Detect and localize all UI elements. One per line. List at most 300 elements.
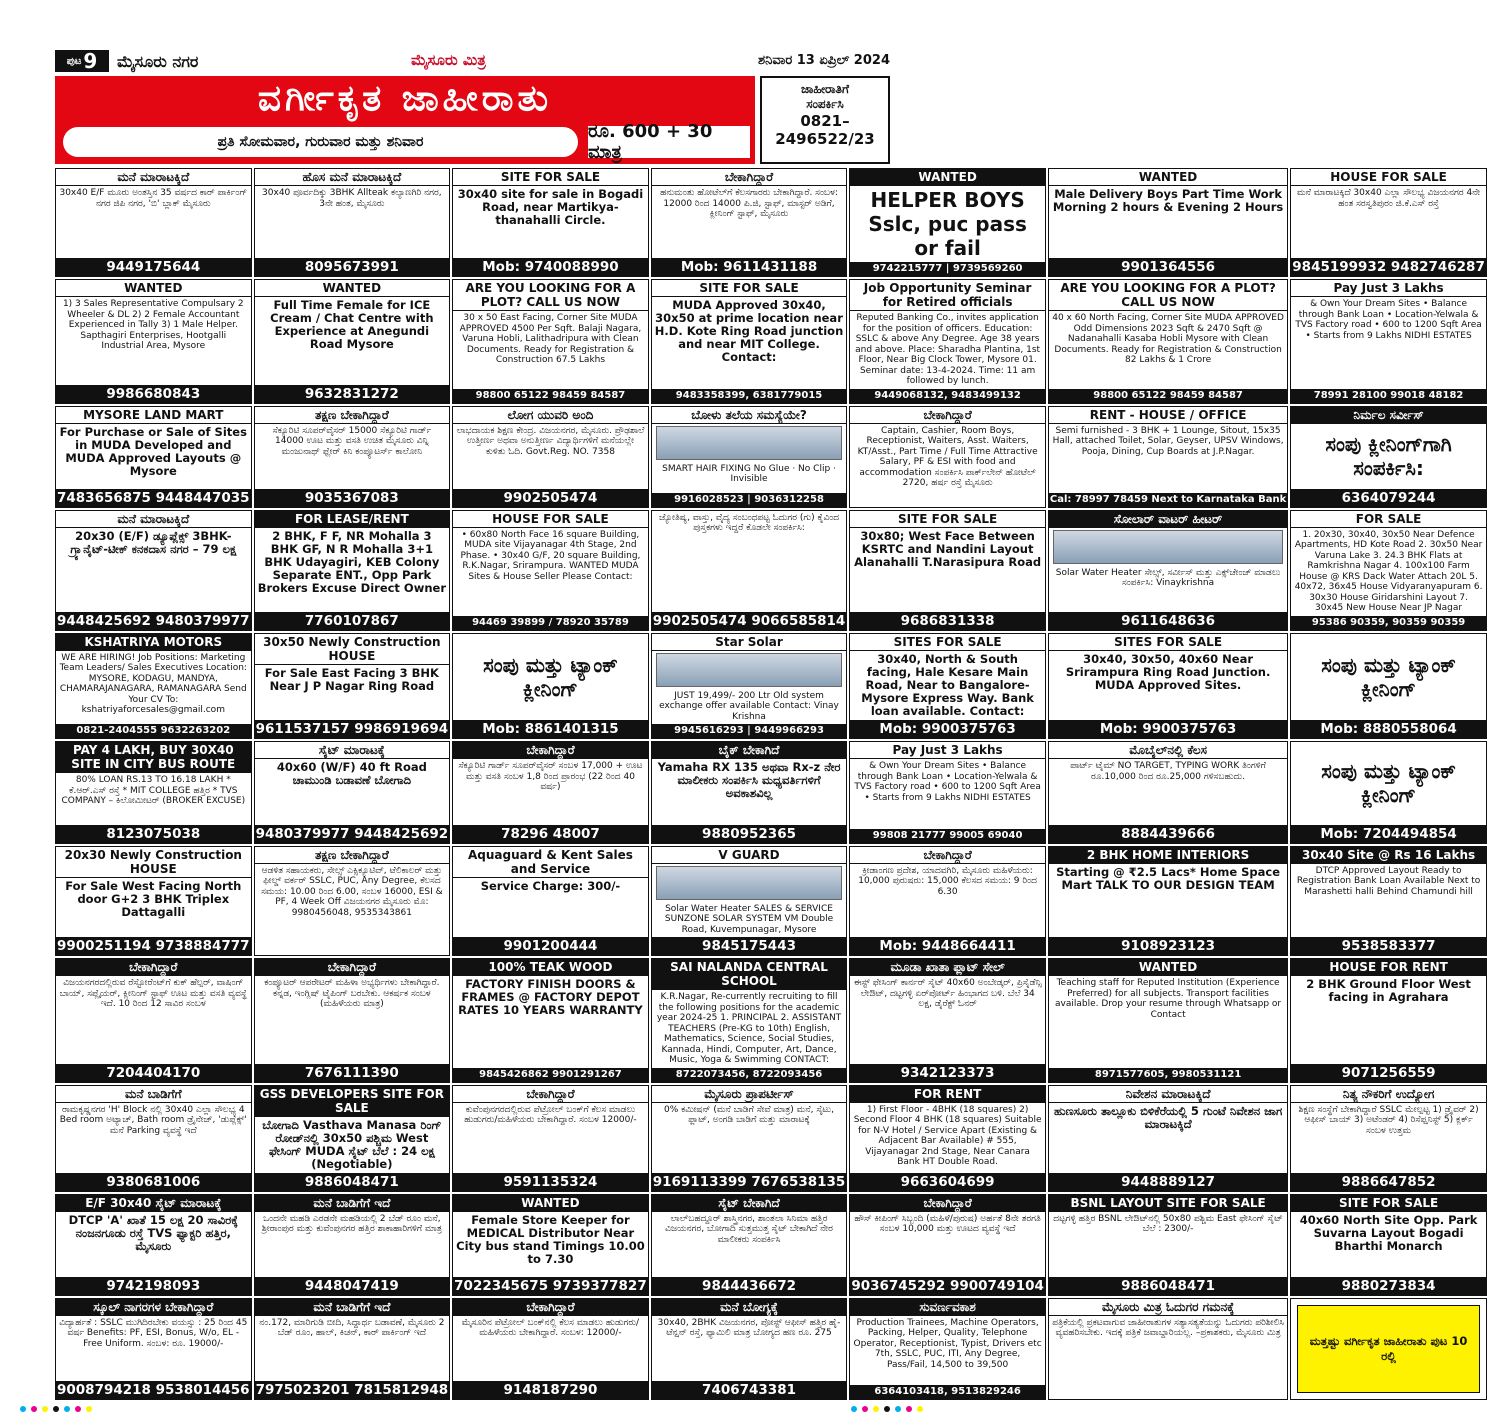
- ad-photo: [656, 426, 843, 460]
- ad-heading: RENT - HOUSE / OFFICE: [1049, 407, 1287, 424]
- ad-phone: 8095673991: [255, 258, 450, 276]
- page-label: ಪುಟ: [66, 55, 82, 67]
- ad-heading: ಬೋಳು ತಲೆಯ ಸಮಸ್ಯೆಯೇ?: [652, 407, 847, 424]
- ad-body: ನಂ.172, ಮಾರಿಗುಡಿ ಬೀದಿ, ಸಿದ್ದಾರ್ಥ ಬಡಾವಣೆ, ಮೈಸೂರು 2 ಬೆಡ್ ರೂಂ, ಹಾಲ್, ಕಿಚನ್, ಕಾರ್ ಪಾರ್ಕಿಂಗ್ ಇದೆ: [259, 1317, 445, 1339]
- ad-heading: ನಿತ್ಯ ನೌಕರಿಗೆ ಉದ್ಯೋಗ: [1291, 1086, 1486, 1103]
- ad-heading: ಮೈಸೂರು ಮಿತ್ರ ಓದುಗರ ಗಮನಕ್ಕೆ: [1049, 1299, 1287, 1316]
- ad-phone: Mob: 9740088990: [453, 258, 648, 276]
- ad-heading: ಮನೆ ಬಾಡಿಗೆಗೆ ಇದೆ: [255, 1299, 450, 1316]
- ad-body: ಸಂಪು ಮತ್ತು ಟ್ಯಾಂಕ್ ಕ್ಲೀನಿಂಗ್: [1321, 759, 1456, 808]
- ad-body: Starting @ ₹2.5 Lacs* Home Space Mart TALK TO OUR DESIGN TEAM: [1056, 864, 1281, 892]
- ad-phone: 9611537157 9986919694: [255, 721, 449, 738]
- ad-body: Full Time Female for ICE Cream / Chat Centre with Experience at Anegundi Road Mysore: [270, 298, 434, 351]
- ad-phone: 9449068132, 9483499132: [850, 389, 1045, 403]
- ad-heading: ತಕ್ಷಣ ಬೇಕಾಗಿದ್ದಾರೆ: [255, 407, 450, 424]
- registration-dot: [20, 1406, 26, 1412]
- classified-ad: [849, 958, 1046, 1083]
- ad-body: 20x30 (E/F) ಡ್ಯೂಪ್ಲೆಕ್ಸ್ 3BHK- ಗ್ರ್ಯಾನೈಟ್-ಟೀಕ್ ಕನಕದಾಸ ನಗರ – 79 ಲಕ್ಷ: [70, 528, 237, 556]
- ad-heading: Pay Just 3 Lakhs: [1291, 280, 1486, 297]
- ad-phone: 95386 90359, 90359 90359: [1291, 616, 1486, 630]
- ad-body: ಲಾಲ್‌ಬಹದ್ದೂರ್ ಶಾಸ್ತ್ರಿನಗರ, ಶಾಂತಲಾ ಸಿನಿಮಾ ಹತ್ತಿರ ವಿಜಯನಗರ, ಬೋಗಾದಿ ಸುತ್ತಮುತ್ತ ಸೈಟ್ ಬೇಕಾಗಿದೆ ನೇರ ಮಾಲೀಕರು ಸಂಪರ್ಕಿಸಿ: [665, 1213, 833, 1245]
- ad-body: ಲಾಭದಾಯಕ ಶಿಕ್ಷಣ ಕೇಂದ್ರ. ವಿಜಯನಗರ, ಮೈಸೂರು. ಪ್ರೌಢಶಾಲೆ ಉತ್ತೀರ್ಣ ಅಥವಾ ಅನುತ್ತೀರ್ಣ ವಿದ್ಯಾರ್ಥಿಗಳಿಗೆ ಮನೆಯಲ್ಲೇ ಕುಳಿತು ಓದಿ. Govt.Reg. NO. 7358: [456, 425, 645, 457]
- ad-heading: Pay Just 3 Lakhs: [850, 742, 1045, 759]
- ad-phone: 9902505474: [453, 489, 648, 507]
- ad-phone: 9169113399 7676538135: [652, 1173, 846, 1190]
- ad-body: ಕ್ರೀಡಾಂಗಣ ಪ್ರದೇಶ, ಯಾದವಗಿರಿ, ಮೈಸೂರು ಮಹಿಳೆಯರು: 10,000 ಪುರುಷರು: 15,000 ಕೆಲಸದ ಸಮಯ: 9 ರಿಂದ 6.30: [858, 865, 1037, 897]
- ad-phone: 8123075038: [56, 825, 251, 843]
- classified-ad: [1290, 1085, 1487, 1192]
- ad-heading: ARE YOU LOOKING FOR A PLOT? CALL US NOW: [1049, 280, 1287, 311]
- ad-body: JUST 19,499/- 200 Ltr Old system exchange offer available Contact: Vinay Krishna: [659, 690, 839, 722]
- ad-heading: ಬೇಕಾಗಿದ್ದಾರೆ: [850, 847, 1045, 864]
- classified-ad: [1048, 168, 1288, 277]
- ad-heading: SITES FOR SALE: [850, 634, 1045, 651]
- ad-phone: 9901200444: [453, 937, 648, 955]
- ad-body: ಹೌಸ್ ಕೀಪಿಂಗ್ ಸಿಬ್ಬಂದಿ (ಮಹಿಳೆ/ಪುರುಷ) ಅರ್ಹತೆ 8ನೇ ತರಗತಿ ಸಂಬಳ 10,000 ಮತ್ತು ಊಟದ ವ್ಯವಸ್ಥೆ ಇದೆ: [854, 1213, 1041, 1234]
- classified-ad: [254, 1298, 451, 1400]
- ad-body: 30x40, North & South facing, Hale Kesare Main Road, Near to Bangalore-Mysore Express Way. Bank loan available. Contact:: [861, 651, 1034, 718]
- ad-phone: 8884439666: [1049, 825, 1287, 843]
- ad-heading: ತಕ್ಷಣ ಬೇಕಾಗಿದ್ದಾರೆ: [255, 847, 450, 864]
- ad-heading: Job Opportunity Seminar for Retired officials: [850, 280, 1045, 311]
- ad-heading: 100% TEAK WOOD: [453, 959, 648, 976]
- ad-contact-box: [760, 76, 890, 164]
- ad-body: ಕಂಪ್ಯೂಟರ್ ಆಪರೇಟರ್ ಮಹಿಳಾ ಅಭ್ಯರ್ಥಿಗಳು ಬೇಕಾಗಿದ್ದಾರೆ. ಕನ್ನಡ, ಇಂಗ್ಲಿಷ್ ಟೈಪಿಂಗ್ ಬರಬೇಕು. ಆಕರ್ಷಕ ಸಂಬಳ (ಮಹಿಳೆಯರು ಮಾತ್ರ): [264, 978, 440, 1009]
- newspaper-masthead: ಮೈಸೂರು ಮಿತ್ರ: [411, 51, 486, 69]
- ad-phone: 7483656875 9448447035: [57, 489, 250, 506]
- classified-ad: [452, 168, 649, 277]
- ad-heading: ಹೊಸ ಮನೆ ಮಾರಾಟಕ್ಕಿದೆ: [255, 169, 450, 186]
- classified-ad: [452, 846, 649, 957]
- ad-body: Teaching staff for Reputed Institution (Experience Preferred) for all subjects. Transport facilities available. Drop your resume through Whatsapp or Contact: [1055, 978, 1282, 1020]
- ad-heading: ಸೋಲಾರ್ ವಾಟರ್ ಹೀಟರ್: [1049, 511, 1287, 528]
- ad-body: Solar Water Heater ಸೇಲ್ಸ್, ಸರ್ವೀಸ್ ಮತ್ತು ಎಕ್ಸ್‌ಚೇಂಜ್ ಮಾಡಲು ಸಂಪರ್ಕಿಸಿ: Vinaykrishna: [1055, 567, 1281, 589]
- ad-phone: 9108923123: [1049, 937, 1287, 955]
- classified-ad: [651, 846, 848, 957]
- ad-phone: 9686831338: [850, 612, 1045, 630]
- registration-dot: [53, 1406, 59, 1412]
- registration-dot: [862, 1406, 868, 1412]
- classified-ad: [452, 279, 649, 404]
- registration-dot: [851, 1406, 857, 1412]
- classified-ad: [452, 633, 649, 740]
- ad-body: For Purchase or Sale of Sites in MUDA Developed and MUDA Approved Layouts @ Mysore: [59, 424, 247, 478]
- classified-ad: [452, 1194, 649, 1296]
- registration-dot: [884, 1406, 890, 1412]
- ad-heading: V GUARD: [652, 847, 847, 864]
- classified-ad: [1048, 510, 1288, 631]
- ad-phone: Mob: 8880558064: [1291, 720, 1486, 738]
- ad-phone: 9845175443: [652, 937, 847, 955]
- ad-body: Male Delivery Boys Part Time Work Morning 2 hours & Evening 2 Hours: [1052, 187, 1284, 214]
- contact-line-1: ಜಾಹೀರಾತಿಗೆ: [801, 82, 849, 96]
- ad-phone: 9342123373: [850, 1064, 1045, 1082]
- ad-phone: 9036745292 9900749104: [851, 1277, 1044, 1294]
- registration-dot: [86, 1406, 92, 1412]
- ad-body: ಸೆಕ್ಯೂರಿಟಿ ಗಾರ್ಡ್ ಸೂಪರ್‌ವೈಸರ್ ಸಂಬಳ 17,000 + ಊಟ ಮತ್ತು ವಸತಿ ಸಂಬಳ 1,8 ರಿಂದ ಪ್ರಾರಂಭ (22 ರಿಂದ 40 ವರ್ಷ): [458, 761, 643, 793]
- ad-heading: 2 BHK HOME INTERIORS: [1049, 847, 1287, 864]
- ad-heading: ಬೇಕಾಗಿದ್ದಾರೆ: [453, 1299, 648, 1316]
- ad-body: ವಿಜಯನಗರದಲ್ಲಿರುವ ರೆಸ್ಟೋರೆಂಟ್‌ಗೆ ಕುಕ್ ಹೆಲ್ಪರ್, ವಾಷಿಂಗ್ ಬಾಯ್, ಸಪ್ಲೈಯರ್, ಕ್ಲೀನಿಂಗ್ ಸ್ಟಾಫ್ ಊಟ ಮತ್ತು ವಸತಿ ವ್ಯವಸ್ಥೆ ಇದೆ. 10 ರಿಂದ 12 ಸಾವಿರ ಸಂಬಳ: [59, 978, 247, 1009]
- ad-body: 40 x 60 North Facing, Corner Site MUDA APPROVED Odd Dimensions 2023 Sqft & 2470 Sqft @ Nadanahalli Kasaba Hobli Mysore with Clean Documents. Ready for Registration & Construction 82 Lakhs & 1 Crore: [1052, 313, 1284, 365]
- ad-body: ಈಸ್ಟ್ ಫೇಸಿಂಗ್ ಕಾರ್ನರ್ ಸೈಟ್ 40x60 ಅಂಬೇಡ್ಕರ್, ಪ್ರಿಸೈಡೆನ್ಸಿ ಲೇಔಟ್, ದಟ್ಟಗಳ್ಳಿ ಏರ್‌ಪೋರ್ಟ್ ಹಿಂಭಾಗದ ಬಳಿ. ಬೆಲೆ 34 ಲಕ್ಷ, ಡೈರೆಕ್ಟ್ ಓನರ್: [853, 978, 1042, 1009]
- ad-heading: ARE YOU LOOKING FOR A PLOT? CALL US NOW: [453, 280, 648, 311]
- ad-heading: 30x40 Site @ Rs 16 Lakhs: [1291, 847, 1486, 864]
- ad-heading: ಮೈಸೂರು ಪ್ರಾಪರ್ಟೀಸ್: [652, 1086, 847, 1103]
- classified-ad: [1290, 958, 1487, 1083]
- ad-phone: 9448047419: [255, 1277, 450, 1295]
- classified-ad: [849, 633, 1046, 740]
- ad-heading: ಬೇಕಾಗಿದ್ದಾರೆ: [56, 959, 251, 976]
- contact-line-3: 0821–: [800, 112, 850, 130]
- classified-ad: [254, 741, 451, 843]
- ad-phone: 98800 65122 98459 84587: [1049, 389, 1287, 403]
- ad-phone: 9901364556: [1049, 258, 1287, 276]
- ad-body: 40x60 (W/F) 40 ft Road ಚಾಮುಂಡಿ ಬಡಾವಣೆ ಬೋಗಾದಿ: [276, 760, 427, 788]
- registration-dot: [895, 1406, 901, 1412]
- ad-phone: Mob: 9900375763: [850, 720, 1045, 738]
- classified-ad: [1048, 279, 1288, 404]
- ad-heading: ಮನೆ ಮಾರಾಟಕ್ಕಿದೆ: [56, 169, 251, 186]
- classified-ad: [254, 633, 451, 740]
- ad-phone: Mob: 9900375763: [1049, 720, 1287, 738]
- classified-ad: [651, 510, 848, 631]
- ad-body: For Sale West Facing North door G+2 3 BHK Triplex Dattagalli: [65, 878, 242, 919]
- classified-ad: [452, 1298, 649, 1400]
- ad-phone: 7676111390: [255, 1064, 450, 1082]
- page-number: 9: [83, 49, 98, 73]
- ad-heading: FOR RENT: [850, 1086, 1045, 1103]
- ad-phone: 9663604699: [850, 1173, 1045, 1191]
- ad-heading: FOR SALE: [1291, 511, 1486, 528]
- classified-ad: [1290, 168, 1487, 277]
- ad-phone: 9035367083: [255, 489, 450, 507]
- classified-ad: [1290, 1194, 1487, 1296]
- contact-line-2: ಸಂಪರ್ಕಿಸಿ: [806, 97, 844, 111]
- classified-ad: [849, 1085, 1046, 1192]
- ad-body: Female Store Keeper for MEDICAL Distributor Near City bus stand Timings 10.00 to 7.30: [456, 1212, 645, 1266]
- ad-phone: 9880273834: [1291, 1277, 1486, 1295]
- classified-ad: [1290, 846, 1487, 957]
- classified-ad: [55, 1298, 252, 1400]
- ad-heading: ಮನೆ ಬಾಡಿಗೆಗೆ: [56, 1086, 251, 1103]
- registration-dot: [64, 1406, 70, 1412]
- ad-body: ಸಂಪು ಮತ್ತು ಟ್ಯಾಂಕ್ ಕ್ಲೀನಿಂಗ್: [483, 653, 618, 701]
- ad-body: FACTORY FINISH DOORS & FRAMES @ FACTORY DEPOT RATES 10 YEARS WARRANTY: [458, 977, 643, 1017]
- ad-body: Yamaha RX 135 ಅಥವಾ Rx-z ನೇರ ಮಾಲೀಕರು ಸಂಪರ್ಕಿಸಿ ಮಧ್ಯವರ್ತಿಗಳಿಗೆ ಅವಕಾಶವಿಲ್ಲ: [657, 760, 841, 801]
- issue-date: ಶನಿವಾರ 13 ಏಪ್ರಿಲ್ 2024: [758, 53, 890, 68]
- ad-phone: 9886048471: [255, 1173, 450, 1191]
- ad-body: 2 BHK Ground Floor West facing in Agrahara: [1306, 977, 1471, 1004]
- continued-notice: ಮತ್ತಷ್ಟು ವರ್ಗೀಕೃತ ಜಾಹೀರಾತು ಪುಟ 10 ರಲ್ಲಿ: [1297, 1305, 1480, 1393]
- ad-phone: 9611648636: [1049, 612, 1287, 630]
- ad-phone: 8971577605, 9980531121: [1049, 1068, 1287, 1082]
- ad-body: ಮೈಸೂರಿನ ಪೆಟ್ರೋಲ್ ಬಂಕ್‌ನಲ್ಲಿ ಕೆಲಸ ಮಾಡಲು ಹುಡುಗರು/ಮಹಿಳೆಯರು ಬೇಕಾಗಿದ್ದಾರೆ. ಸಂಬಳ: 12000/-: [461, 1317, 640, 1339]
- ad-body: ಆಡಳಿತ ಸಹಾಯಕರು, ಸೇಲ್ಸ್ ಎಕ್ಸಿಕ್ಯೂಟಿವ್, ಟೆಲಿಕಾಲರ್ ಮತ್ತು ಫೀಲ್ಡ್ ವರ್ಕರ್ SSLC, PUC, Any Degree, ಕೆಲಸದ ಸಮಯ: 10.00 ರಿಂದ 6.00, ಸಂಬಳ 16000, ESI & PF, 4 Week Off ವಿಜಯನಗರ ಮೈಸೂರು ಮೊ: 9980456048, 9535343861: [261, 865, 443, 918]
- ad-heading: HOUSE FOR RENT: [1291, 959, 1486, 976]
- ad-heading: ಮನೆ ಬಾಡಿಗೆಗೆ ಇದೆ: [255, 1195, 450, 1212]
- ad-phone: 9632831272: [255, 385, 450, 403]
- banner-title: ವರ್ಗೀಕೃತ ಜಾಹೀರಾತು: [257, 78, 553, 119]
- ad-heading: HOUSE FOR SALE: [453, 511, 648, 528]
- classified-ad: [651, 741, 848, 843]
- ad-body: 1. 20x30, 30x40, 30x50 Near Defence Apartments, HD Kote Road 2. 30x50 Near Varuna Lake 3. 24.3 BHK Flats at Ramkrishna Nagar 4. 100x100 Farm House @ KRS Dack Water Attach 20L 5. 40x72, 36x45 House Vidyaranyapuram 6. 30x30 House Giridarshini Layout 7. 30x45 New House Near JP Nagar: [1294, 529, 1483, 614]
- ad-heading: SITE FOR SALE: [652, 280, 847, 297]
- ad-phone: 7022345675 9739377827: [454, 1277, 647, 1294]
- classified-ad: [651, 1194, 848, 1296]
- ad-phone: 9845199932 9482746287: [1292, 259, 1485, 275]
- ad-phone: 9742198093: [56, 1277, 251, 1295]
- ad-heading: ಸೈಟ್ ಬೇಕಾಗಿದೆ: [652, 1195, 847, 1212]
- ad-phone: 94469 39899 / 78920 35789: [453, 616, 648, 630]
- section-name: ಮೈಸೂರು ನಗರ: [117, 52, 199, 71]
- ad-body: 30x40, 2BHK ವಿಜಯನಗರ, ಪೋಸ್ಟ್ ಆಫೀಸ್ ಹತ್ತಿರ ಹೈ-ಟೆನ್ಷನ್ ರಸ್ತೆ, ಫ್ಯಾಮಿಲಿ ಮಾತ್ರ ಬೋಗ್ಯದ ಹಣ ರೂ. 275: [657, 1317, 841, 1339]
- classified-ad: [254, 279, 451, 404]
- ad-body: WE ARE HIRING! Job Positions: Marketing Team Leaders/ Sales Executives Location: MYSORE, KODAGU, MANDYA, CHAMARAJANAGARA, RAMANAGARA Send Your CV To: kshatriyaforcesales@gmail.com: [59, 652, 247, 716]
- ad-body: DTCP Approved Layout Ready to Registration Bank Loan Available Next to Marashetti halli Behind Chamundi hill: [1296, 865, 1481, 897]
- ad-phone: 9480379977 9448425692: [255, 825, 449, 842]
- ad-heading: ಸುವರ್ಣವಕಾಶ: [850, 1299, 1045, 1316]
- ad-heading: ಬೈಕ್ ಬೇಕಾಗಿದೆ: [652, 742, 847, 759]
- ad-heading: WANTED: [850, 169, 1045, 186]
- ad-heading: Aquaguard & Kent Sales and Service: [453, 847, 648, 878]
- registration-dot: [873, 1406, 879, 1412]
- ad-heading: ಮನೆ ಮಾರಾಟಕ್ಕಿದೆ: [56, 511, 251, 528]
- ad-heading: WANTED: [255, 280, 450, 297]
- ad-phone: Mob: 7204494854: [1291, 825, 1486, 843]
- ad-heading: KSHATRIYA MOTORS: [56, 634, 251, 651]
- ad-phone: 0821-2404555 9632263202: [56, 724, 251, 738]
- classified-ad: [849, 1194, 1046, 1296]
- ad-phone: 9986680843: [56, 385, 251, 403]
- ad-phone: 9886647852: [1291, 1173, 1486, 1191]
- page-number-badge: [55, 50, 109, 72]
- classified-ad: [651, 1085, 848, 1192]
- classified-ad: [849, 1298, 1046, 1400]
- ad-heading: SAI NALANDA CENTRAL SCHOOL: [652, 959, 847, 990]
- ad-phone: 98800 65122 98459 84587: [453, 389, 648, 403]
- ad-heading: Star Solar: [652, 634, 847, 651]
- ad-body: ಮನೆ ಮಾರಾಟಕ್ಕಿದೆ 30x40 ಎಲ್ಲಾ ಸೌಲಭ್ಯ ವಿಜಯನಗರ 4ನೇ ಹಂತ ಸರಸ್ವತಿಪುರಂ ಜಿ.ಕೆ.ಎಸ್ ರಸ್ತೆ: [1297, 188, 1481, 209]
- classified-ad: [1290, 406, 1487, 508]
- ad-heading: ಲೋಗ ಯುವರಿ ಅಂದಿ: [453, 407, 648, 424]
- classified-ad: [55, 1194, 252, 1296]
- ad-heading: ಸ್ಕೂಲ್ ನಾಗರಗಳ ಬೇಕಾಗಿದ್ದಾರೆ: [56, 1299, 251, 1316]
- classified-ad: [55, 633, 252, 740]
- ad-body: ಸಂಪು ಕ್ಲೀನಿಂಗ್‌ಗಾಗಿ ಸಂಪರ್ಕಿಸಿ:: [1325, 432, 1452, 481]
- ad-body: 1) 3 Sales Representative Compulsary 2 Wheeler & DL 2) 2 Female Accountant Experienced in Tally 3) 1 Male Helper. Sapthagiri Enterprises, Hootgalli Industrial Area, Mysore: [62, 299, 244, 351]
- ad-phone: 9448425692 9480379977: [57, 612, 250, 629]
- ad-heading: WANTED: [56, 280, 251, 297]
- ad-body: ಸೆಕ್ಯೂರಿಟಿ ಸೂಪರ್‌ವೈಸರ್ 15000 ಸೆಕ್ಯೂರಿಟಿ ಗಾರ್ಡ್ 14000 ಊಟ ಮತ್ತು ವಸತಿ ಉಚಿತ ಮೈಸೂರು ವಿನ್ನಿ ಮಂಜುನಾಥ್ ಫ್ಲೇರ್ ಕಿನಿ ಕಂಪ್ಯೂಟರ್ಸ್ ಕಾಲೋನಿ: [272, 425, 432, 457]
- classified-ad: [1290, 1298, 1487, 1400]
- classified-ad: [651, 168, 848, 277]
- ad-body: SMART HAIR FIXING No Glue · No Clip · Invisible: [662, 463, 836, 484]
- ad-heading: SITE FOR SALE: [850, 511, 1045, 528]
- page-top-bar: [55, 50, 890, 72]
- ad-body: 1) First Floor - 4BHK (18 squares) 2) Second Floor 4 BHK (18 squares) Suitable for N-V Hotel / Service Apart (Existing & Adjacent Bar Available) # 555, Vijayanagar 2nd Stage, Near Canara Bank HT Double Road.: [853, 1104, 1042, 1167]
- ad-heading: ಬೇಕಾಗಿದ್ದಾರೆ: [453, 1086, 648, 1103]
- ad-phone: 9483358399, 6381779015: [652, 389, 847, 403]
- classified-ad: [452, 1085, 649, 1192]
- classified-ad: [849, 406, 1046, 508]
- ad-body: Reputed Banking Co., invites application for the position of officers. Education: SSLC & above Any Degree. Age 38 years and above. Place: Sharadha Plantina, 1st Floor, Near Big Clock Tower, Mysore 01. Seminar date: 13-4-2024. Time: 11 am followed by lunch.: [855, 313, 1041, 386]
- ad-body: 30 x 50 East Facing, Corner Site MUDA APPROVED 4500 Per Sqft. Balaji Nagara, Varuna Hobli, Lalithadripura with Clean Documents. Ready for Registration & Construction 67.5 Lakhs: [459, 313, 642, 365]
- ad-phone: 9449175644: [56, 258, 251, 276]
- ad-heading: WANTED: [1049, 959, 1287, 976]
- ad-heading: E/F 30x40 ಸೈಟ್ ಮಾರಾಟಕ್ಕೆ: [56, 1195, 251, 1212]
- ad-phone: 9900251194 9738884777: [57, 938, 250, 954]
- contact-line-4: 2496522/23: [775, 130, 875, 148]
- ad-body: 30x80; West Face Between KSRTC and Nandini Layout Alanahalli T.Narasipura Road: [854, 528, 1042, 569]
- classified-ad: [55, 958, 252, 1083]
- ad-heading: FOR LEASE/RENT: [255, 511, 450, 528]
- ad-body: 30x40, 30x50, 40x60 Near Srirampura Ring Road Junction. MUDA Approved Sites.: [1065, 651, 1271, 692]
- registration-dot: [31, 1406, 37, 1412]
- ad-phone: 7406743381: [652, 1381, 847, 1399]
- ad-body: ವಿದ್ಯಾರ್ಹತೆ : SSLC ಮುಗಿದಿರಬೇಕು ವಯಸ್ಸು : 25 ರಿಂದ 45 ವರ್ಷ Benefits: PF, ESI, Bonus, W/o, EL - Free Uniform. ಸಂಬಳ: ರೂ. 19000/-: [59, 1317, 248, 1349]
- ad-photo: [656, 866, 843, 900]
- ad-heading: ಬೇಕಾಗಿದ್ದಾರೆ: [850, 1195, 1045, 1212]
- ad-phone: Cal: 78997 78459 Next to Karnataka Bank: [1049, 493, 1287, 505]
- classified-ad: [452, 406, 649, 508]
- ad-heading: ಮೂಡಾ ಖಾತಾ ಫ್ಲಾಟ್ ಸೇಲ್: [850, 959, 1045, 976]
- ad-phone: 99808 21777 99005 69040: [850, 829, 1045, 843]
- ad-body: ಹನುಮಂತು ಹೋಟೆಲ್‌ಗೆ ಕೆಲಸಗಾರರು ಬೇಕಾಗಿದ್ದಾರೆ. ಸಂಬಳ: 12000 ರಿಂದ 14000 ಪಿ.ಜಿ, ಸ್ಟಾಫ್, ಮಾಸ್ಟರ್ ಅಡಿಗೆ, ಕ್ಲೀನಿಂಗ್ ಸ್ಟಾಫ್, ಮೈಸೂರು: [660, 188, 838, 219]
- classified-ad: [254, 1085, 451, 1192]
- classified-ad: [254, 168, 451, 277]
- ad-body: DTCP 'A' ಖಾತೆ 15 ಲಕ್ಷ 20 ಸಾವಿರಕ್ಕೆ ನಂಜನಗೂಡು ರಸ್ತೆ TVS ಫ್ಯಾಕ್ಟರಿ ಹತ್ತಿರ, ಮೈಸೂರು: [68, 1212, 238, 1253]
- registration-dot: [906, 1406, 912, 1412]
- classified-ad: [1048, 633, 1288, 740]
- classified-ad: [1048, 1194, 1288, 1296]
- ad-body: ಜ್ಯೋತಿಷ್ಯ, ವಾಸ್ತು, ವೈದ್ಯ ಸಂಬಂಧಪಟ್ಟ ಓದುಗರ (ಗು) ಕೈವಿಂದ ಪುಸ್ತಕಗಳು ಇದ್ದರೆ ಕೊಡಲೇ ಸಂಪರ್ಕಿಸಿ:: [658, 512, 840, 534]
- ad-phone: 9538583377: [1291, 937, 1486, 955]
- ad-phone: 6364079244: [1291, 489, 1486, 507]
- ad-phone: 7760107867: [255, 612, 450, 630]
- ad-body: 80% LOAN RS.13 TO 16.18 LAKH * ಕೆ.ಆರ್.ಎಸ್ ರಸ್ತೆ * MIT COLLEGE ಹತ್ತಿರ * TVS COMPANY – ಕಿಲೋಮೀಟರ್ (BROKER EXCUSE): [61, 775, 246, 807]
- ad-heading: HOUSE FOR SALE: [1291, 169, 1486, 186]
- classified-ad: [849, 741, 1046, 843]
- classified-ad: [651, 958, 848, 1083]
- classified-ad: [651, 279, 848, 404]
- classified-ad: [651, 1298, 848, 1400]
- classified-ad: [55, 1085, 252, 1192]
- classified-ad: [849, 846, 1046, 957]
- classified-ad: [254, 958, 451, 1083]
- classified-ad: [1290, 279, 1487, 404]
- ad-body: Solar Water Heater SALES & SERVICE SUNZONE SOLAR SYSTEM VM Double Road, Kuvempunagar, Mysore: [664, 903, 834, 935]
- ad-heading: ಮೊಬೈಲ್‌ನಲ್ಲಿ ಕೆಲಸ: [1049, 742, 1287, 759]
- classified-ad: [1048, 1085, 1288, 1192]
- classified-ads-grid: [55, 168, 1485, 1400]
- ad-body: ಬೋಗಾದಿ Vasthava Manasa ರಿಂಗ್ ರೋಡ್‌ನಲ್ಲಿ 30x50 ಪಶ್ಚಿಮ West ಫೇಸಿಂಗ್ MUDA ಸೈಟ್ ಬೆಲೆ : 24 ಲಕ್ಷ (Negotiable): [262, 1117, 442, 1171]
- classified-ad: [1048, 741, 1288, 843]
- ad-phone: 7975023201 7815812948: [255, 1382, 449, 1398]
- ad-phone: 78991 28100 99018 48182: [1291, 389, 1486, 403]
- ad-phone: 9448889127: [1049, 1173, 1287, 1191]
- ad-phone: 9844436672: [652, 1277, 847, 1295]
- ad-body: ಪಾರ್ಟ್ ಟೈಮ್ NO TARGET, TYPING WORK ತಿಂಗಳಿಗೆ ರೂ.10,000 ರಿಂದ ರೂ.25,000 ಗಳಿಸಬಹುದು.: [1070, 761, 1266, 782]
- ad-phone: 9008794218 9538014456: [57, 1382, 250, 1398]
- ad-phone: 9916028523 | 9036312258: [652, 493, 847, 507]
- ad-heading: ಬೇಕಾಗಿದ್ದಾರೆ: [652, 169, 847, 186]
- ad-body: Captain, Cashier, Room Boys, Receptionist, Waiters, Asst. Waiters, KT/Asst., Part Time / Full Time Attractive Salary, PF & ESI with food and accommodation ಸಂಪರ್ಕಿಸಿ ಪಾರ್ಕ್‌ಲೇನ್ ಹೋಟೆಲ್ 2720, ಹರ್ಷ ರಸ್ತೆ ಮೈಸೂರು: [857, 425, 1038, 488]
- ad-phone: 9845426862 9901291267: [453, 1068, 648, 1082]
- ad-phone: 9380681006: [56, 1173, 251, 1191]
- registration-dot: [42, 1406, 48, 1412]
- classified-ad: [1290, 510, 1487, 631]
- ad-phone: 9071256559: [1291, 1064, 1486, 1082]
- ad-body: 40x60 North Site Opp. Park Suvarna Layout Bogadi Bharthi Monarch: [1299, 1212, 1478, 1253]
- classified-ad: [1048, 1298, 1288, 1400]
- banner-price: ರೂ. 600 + 30 ಮಾತ್ರ: [588, 126, 750, 158]
- ad-phone: 78296 48007: [453, 825, 648, 843]
- registration-dots-right: [851, 1406, 923, 1412]
- classified-ad: [55, 510, 252, 631]
- ad-body: & Own Your Dream Sites • Balance through Bank Loan • Location-Yelwala & TVS Factory road • 600 to 1200 Sqft Area • Starts from 9 Lakhs NIDHI ESTATES: [1295, 299, 1482, 341]
- ad-body: 2 BHK, F F, NR Mohalla 3 BHK GF, N R Mohalla 3+1 BHK Udayagiri, KEB Colony Separate ENT., Opp Park Brokers Excuse Direct Owner: [257, 528, 446, 595]
- classifieds-banner: [55, 76, 755, 164]
- ad-body: 30x40 E/F ಮೂರು ಅಂತಸ್ತಿನ 35 ವರ್ಷದ ಕಾರ್ ಪಾರ್ಕಿಂಗ್ ನಗರ ಜಿಪಿ ನಗರ, 'ಬಿ' ಬ್ಲಾಕ್ ಮೈಸೂರು: [59, 188, 248, 209]
- ad-body: ದಟ್ಟಗಳ್ಳಿ ಹತ್ತಿರ BSNL ಲೇಔಟ್‌ನಲ್ಲಿ 50x80 ಪಶ್ಚಿಮ East ಫೇಸಿಂಗ್ ಸೈಟ್ ಬೆಲೆ : 2300/-: [1053, 1213, 1283, 1234]
- ad-body: & Own Your Dream Sites • Balance through Bank Loan • Location-Yelwala & TVS Factory road • 600 to 1200 Sqft Area • Starts from 9 Lakhs NIDHI ESTATES: [854, 761, 1041, 803]
- ad-body: ರಾಮಕೃಷ್ಣನಗರ 'H' Block ನಲ್ಲಿ 30x40 ಎಲ್ಲಾ ಸೌಲಭ್ಯ 4 Bed room ಅಟ್ಯಾಚ್, Bath room ಡ್ರೈನೇಜ್, 'ಡುಪ್ಲೆಕ್ಸ್' ಮನೆ Parking ವ್ಯವಸ್ಥೆ ಇದೆ: [59, 1104, 247, 1136]
- classified-ad: [452, 741, 649, 843]
- ad-phone: Mob: 8861401315: [453, 720, 648, 738]
- ad-body: Production Trainees, Machine Operators, Packing, Helper, Quality, Telephone Operator, Receptionist, Typist, Drivers etc 7th, SSLC, PUC, ITI, Any Degree, Pass/Fail, 14,500 to 39,500: [853, 1317, 1042, 1370]
- classified-ad: [651, 406, 848, 508]
- ad-heading: ಸೈಟ್ ಮಾರಾಟಕ್ಕೆ: [255, 742, 450, 759]
- ad-heading: ಬೇಕಾಗಿದ್ದಾರೆ: [850, 407, 1045, 424]
- classified-ad: [254, 1194, 451, 1296]
- ad-heading: BSNL LAYOUT SITE FOR SALE: [1049, 1195, 1287, 1212]
- ad-phone: 9945616293 | 9449966293: [652, 724, 847, 738]
- ad-body: ಶಿಕ್ಷಣ ಸಂಸ್ಥೆಗೆ ಬೇಕಾಗಿದ್ದಾರೆ SSLC ಮೇಲ್ಪಟ್ಟ 1) ಡ್ರೈವರ್ 2) ಆಫೀಸ್ ಬಾಯ್ 3) ಅಟೆಂಡರ್ 4) ರಿಸೆಪ್ಷನಿಸ್ಟ್ 5) ಕ್ಲರ್ಕ್ ಸಂಬಳ ಉತ್ತಮ: [1298, 1104, 1479, 1136]
- registration-dot: [75, 1406, 81, 1412]
- ad-heading: SITE FOR SALE: [1291, 1195, 1486, 1212]
- ad-phone: 9886048471: [1049, 1277, 1287, 1295]
- ad-body: ಹುಣಸೂರು ತಾಲ್ಲೂಕು ಬಿಳಿಕೆರೆಯಲ್ಲಿ 5 ಗುಂಟೆ ನಿವೇಶನ ಜಾಗ ಮಾರಾಟಕ್ಕಿದೆ: [1054, 1103, 1283, 1131]
- ad-body: MUDA Approved 30x40, 30x50 at prime location near H.D. Kote Ring Road junction and near MIT College. Contact:: [654, 298, 844, 364]
- classified-ad: [254, 846, 451, 957]
- ad-phone: 9902505474 9066585814: [652, 612, 846, 629]
- ad-body: ಒಂದನೇ ಮಹಡಿ ಎರಡನೇ ಮಹಡಿಯಲ್ಲಿ 2 ಬೆಡ್ ರೂಂ ಮನೆ, ಶ್ರೀರಾಂಪುರ ಮತ್ತು ಕುವೆಂಪುನಗರ ಹತ್ತಿರ ಶಾಕಾಹಾರಿಗಳಿಗೆ ಮಾತ್ರ: [261, 1213, 442, 1234]
- classified-ad: [1290, 741, 1487, 843]
- ad-heading: ಬೇಕಾಗಿದ್ದಾರೆ: [453, 742, 648, 759]
- banner-schedule: ಪ್ರತಿ ಸೋಮವಾರ, ಗುರುವಾರ ಮತ್ತು ಶನಿವಾರ: [63, 127, 578, 157]
- ad-body: ಸಂಪು ಮತ್ತು ಟ್ಯಾಂಕ್ ಕ್ಲೀನಿಂಗ್: [1321, 653, 1456, 701]
- ad-body: K.R.Nagar, Re-currently recruiting to fill the following positions for the academic year 2024-25 1. PRINCIPAL 2. ASSISTANT TEACHERS (Pre-KG to 10th) English, Mathematics, Science, Social Studies, Kannada, Hindi, Computer, Art, Dance, Music, Yoga & Swimming CONTACT:: [656, 992, 842, 1065]
- classified-ad: [1048, 406, 1288, 508]
- ad-phone: 8722073456, 8722093456: [652, 1068, 847, 1082]
- ad-phone: 9591135324: [453, 1173, 648, 1191]
- ad-photo: [656, 653, 843, 687]
- ad-heading: MYSORE LAND MART: [56, 407, 251, 424]
- ad-photo: [1053, 530, 1283, 564]
- classified-ad: [55, 279, 252, 404]
- ad-heading: ಮನೆ ಬೋಗ್ಯಕ್ಕೆ: [652, 1299, 847, 1316]
- ad-heading: WANTED: [453, 1195, 648, 1212]
- ad-body: ಪತ್ರಿಕೆಯಲ್ಲಿ ಪ್ರಕಟವಾಗುವ ಜಾಹೀರಾತುಗಳ ಸತ್ಯಾಸತ್ಯತೆಯನ್ನು ಓದುಗರು ಪರಿಶೀಲಿಸಿ ವ್ಯವಹರಿಸಬೇಕು. ಇದಕ್ಕೆ ಪತ್ರಿಕೆ ಜವಾಬ್ದಾರಿಯಲ್ಲ. –ಪ್ರಕಾಶಕರು, ಮೈಸೂರು ಮಿತ್ರ: [1052, 1317, 1284, 1339]
- classified-ad: [55, 741, 252, 843]
- classified-ad: [1290, 633, 1487, 740]
- classified-ad: [849, 510, 1046, 631]
- ad-body: • 60x80 North Face 16 square Building, MUDA site Vijayanagar 4th Stage, 2nd Phase. • 30x40 G/F, 20 square Building, R.K.Nagar, Srirampura. WANTED MUDA Sites & House Seller Please Contact:: [460, 529, 641, 582]
- ad-body: Semi furnished - 3 BHK + 1 Lounge, Sitout, 15x35 Hall, attached Toilet, Solar, Geyser, UPSV Windows, Pooja, Dining, Cup Boards at J.P.Nagar.: [1052, 425, 1284, 457]
- ad-phone: 9880952365: [652, 825, 847, 843]
- classified-ad: [254, 406, 451, 508]
